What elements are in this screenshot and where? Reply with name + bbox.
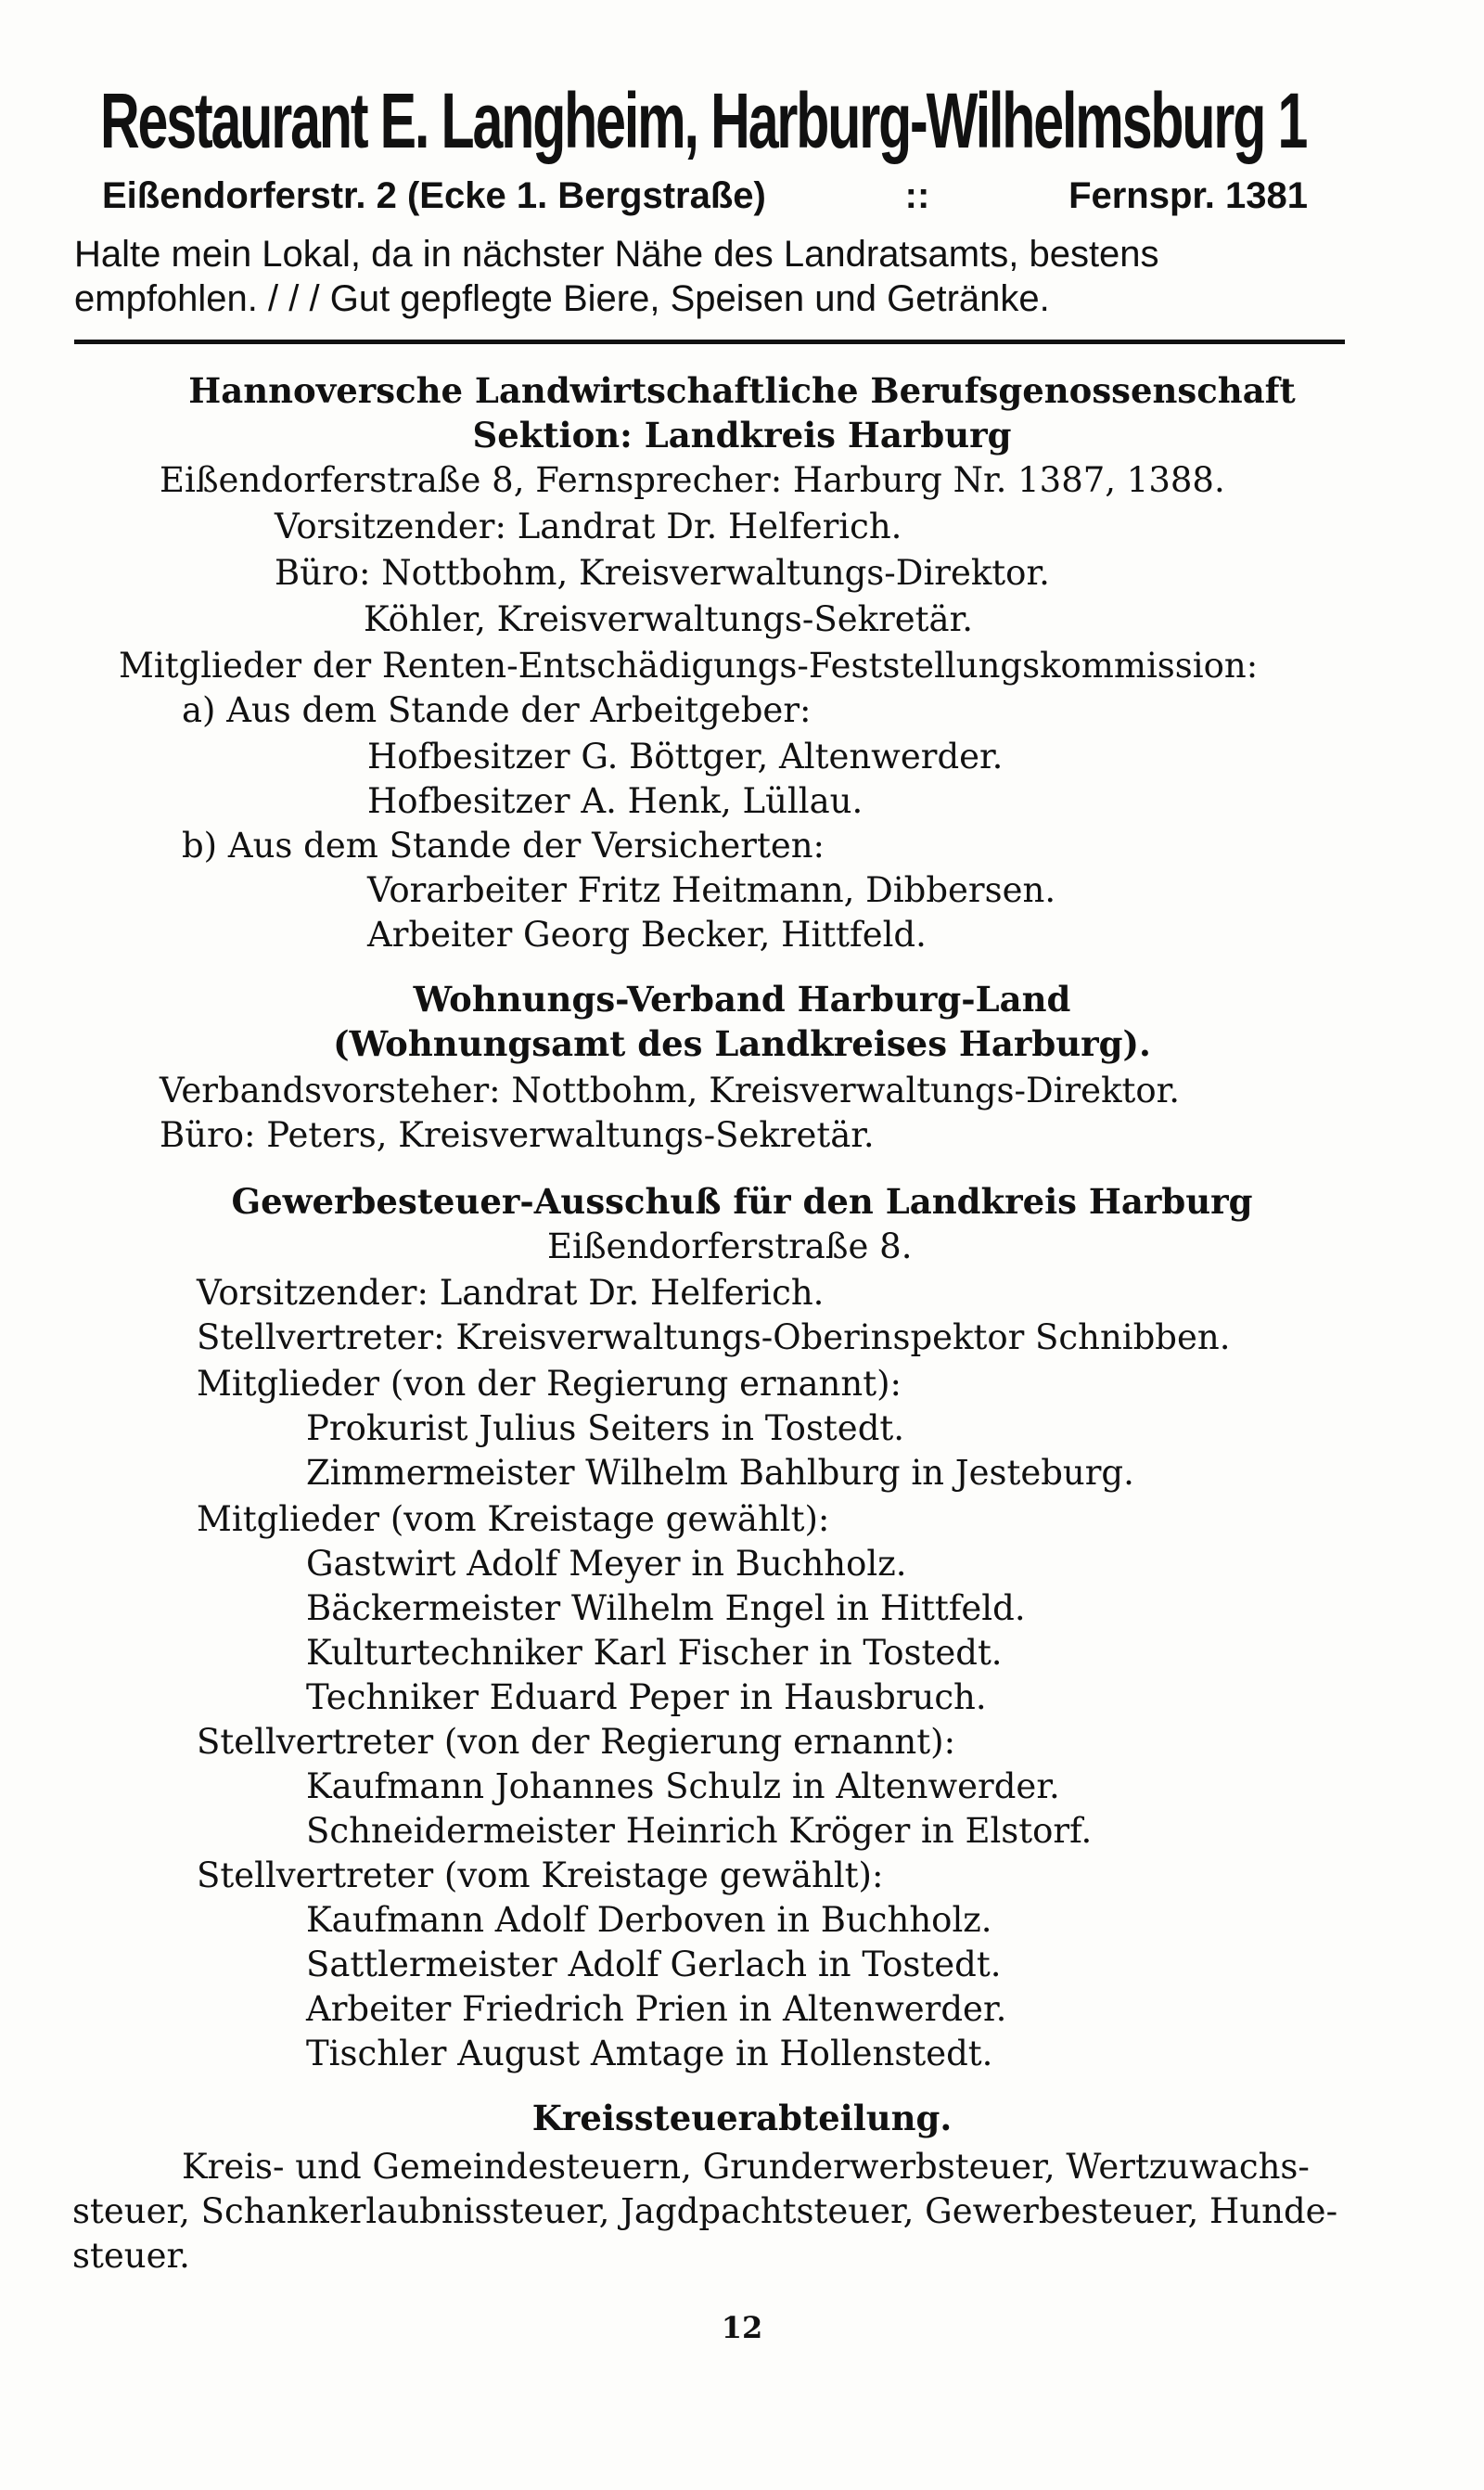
member-line: Arbeiter Georg Becker, Hittfeld. <box>367 915 927 955</box>
chair-line: Vorsitzender: Landrat Dr. Helferich. <box>197 1273 825 1313</box>
section-subheading: (Wohnungsamt des Landkreises Harburg). <box>333 1023 1151 1064</box>
member-line: Bäckermeister Wilhelm Engel in Hittfeld. <box>306 1588 1026 1628</box>
advertisement-text-line: empfohlen. / / / Gut gepflegte Biere, Speisen und Getränke. <box>74 278 1050 319</box>
section-heading: Gewerbesteuer-Ausschuß für den Landkreis Harburg <box>231 1181 1253 1222</box>
section-heading: Kreissteuerabteilung. <box>531 2098 953 2138</box>
section-address: Eißendorferstraße 8. <box>547 1226 913 1266</box>
section-address: Eißendorferstraße 8, Fernsprecher: Harburg Nr. 1387, 1388. <box>160 460 1225 500</box>
section-heading: Wohnungs-Verband Harburg-Land <box>413 979 1071 1020</box>
paragraph-line: Kreis- und Gemeindesteuern, Grunderwerbsteuer, Wertzuwachs- <box>182 2147 1310 2187</box>
member-line: Tischler August Amtage in Hollenstedt. <box>306 2034 993 2073</box>
member-line: Schneidermeister Heinrich Kröger in Elstorf. <box>306 1811 1093 1851</box>
advertisement-separator: :: <box>904 175 930 216</box>
members-label: Stellvertreter (vom Kreistage gewählt): <box>197 1855 884 1895</box>
member-line: Vorarbeiter Fritz Heitmann, Dibbersen. <box>367 870 1056 910</box>
member-line: Techniker Eduard Peper in Hausbruch. <box>306 1677 987 1717</box>
member-line: Hofbesitzer A. Henk, Lüllau. <box>367 781 864 821</box>
deputy-line: Stellvertreter: Kreisverwaltungs-Oberinspektor Schnibben. <box>197 1317 1231 1357</box>
section-heading: Hannoversche Landwirtschaftliche Berufsgenossenschaft <box>188 370 1296 411</box>
advertisement-address-line <box>102 174 1308 217</box>
members-label: Stellvertreter (von der Regierung ernannt): <box>197 1722 956 1762</box>
chair-line: Vorsitzender: Landrat Dr. Helferich. <box>275 507 902 546</box>
paragraph-line: steuer. <box>72 2236 190 2276</box>
member-line: Sattlermeister Adolf Gerlach in Tostedt. <box>306 1945 1002 1984</box>
commission-label: Mitglieder der Renten-Entschädigungs-Feststellungskommission: <box>119 646 1259 686</box>
office-line: Büro: Nottbohm, Kreisverwaltungs-Direktor. <box>275 553 1050 593</box>
member-line: Gastwirt Adolf Meyer in Buchholz. <box>306 1544 907 1584</box>
group-label: a) Aus dem Stande der Arbeitgeber: <box>182 690 812 730</box>
group-label: b) Aus dem Stande der Versicherten: <box>182 826 825 866</box>
paragraph-line: steuer, Schankerlaubnissteuer, Jagdpachtsteuer, Gewerbesteuer, Hunde- <box>72 2191 1338 2231</box>
office-line: Büro: Peters, Kreisverwaltungs-Sekretär. <box>160 1115 875 1155</box>
advertisement-text <box>74 232 1354 321</box>
section-subheading: Sektion: Landkreis Harburg <box>472 415 1012 456</box>
chair-line: Verbandsvorsteher: Nottbohm, Kreisverwaltungs-Direktor. <box>160 1071 1181 1110</box>
members-label: Mitglieder (von der Regierung ernannt): <box>197 1364 902 1404</box>
advertisement-divider <box>74 340 1345 344</box>
advertisement-text-line: Halte mein Lokal, da in nächster Nähe des Landratsamts, bestens <box>74 234 1159 275</box>
member-line: Kaufmann Adolf Derboven in Buchholz. <box>306 1900 992 1940</box>
members-label: Mitglieder (vom Kreistage gewählt): <box>197 1499 830 1539</box>
member-line: Zimmermeister Wilhelm Bahlburg in Jesteburg. <box>306 1453 1134 1493</box>
member-line: Prokurist Julius Seiters in Tostedt. <box>306 1408 905 1448</box>
page-number: 12 <box>721 2310 763 2345</box>
office-line: Köhler, Kreisverwaltungs-Sekretär. <box>364 599 973 639</box>
advertisement-phone: Fernspr. 1381 <box>1068 175 1308 216</box>
member-line: Hofbesitzer G. Böttger, Altenwerder. <box>367 737 1004 777</box>
member-line: Kaufmann Johannes Schulz in Altenwerder. <box>306 1766 1060 1806</box>
member-line: Kulturtechniker Karl Fischer in Tostedt. <box>306 1633 1003 1673</box>
advertisement-address: Eißendorferstr. 2 (Ecke 1. Bergstraße) <box>102 175 766 216</box>
member-line: Arbeiter Friedrich Prien in Altenwerder. <box>306 1989 1007 2029</box>
advertisement-title: Restaurant E. Langheim, Harburg-Wilhelmsburg 1 <box>100 77 1307 164</box>
